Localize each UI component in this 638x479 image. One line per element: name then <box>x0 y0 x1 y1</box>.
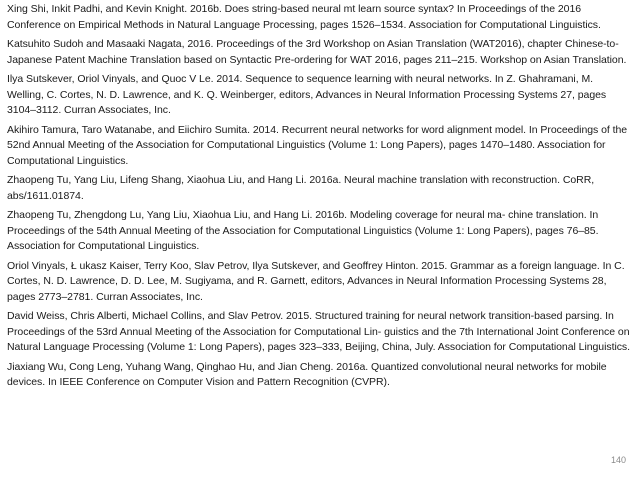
reference-entry: Jiaxiang Wu, Cong Leng, Yuhang Wang, Qinghao Hu, and Jian Cheng. 2016a. Quantized convolutional neural networks for mobile devices. In IEEE Conference on Computer Vision and Pattern Recognition (CVPR). <box>7 360 607 388</box>
reference-entry: Oriol Vinyals, Ł ukasz Kaiser, Terry Koo, Slav Petrov, Ilya Sutskever, and Geoffrey Hinton. 2015. Grammar as a foreign language. In C. Cortes, N. D. Lawrence, D. D. Lee, M. Sugiyama, and R. Garnett, editors, Advances in Neural Information Processing Systems 28, pages 2773–2781. Curran Associates, Inc. <box>7 259 625 303</box>
page-number: 140 <box>610 455 626 465</box>
reference-list <box>7 2 631 395</box>
reference-entry: Zhaopeng Tu, Yang Liu, Lifeng Shang, Xiaohua Liu, and Hang Li. 2016a. Neural machine translation with reconstruction. CoRR, abs/1611.01874. <box>7 174 595 202</box>
reference-entry: Akihiro Tamura, Taro Watanabe, and Eiichiro Sumita. 2014. Recurrent neural networks for word alignment model. In Proceedings of the 52nd Annual Meeting of the Association for Computational Linguistics (Volume 1: Long Papers), pages 1470–1480. Association for Computational Linguistics. <box>7 123 628 167</box>
reference-entry: Zhaopeng Tu, Zhengdong Lu, Yang Liu, Xiaohua Liu, and Hang Li. 2016b. Modeling coverage for neural ma- chine translation. In Proceedings of the 54th Annual Meeting of the Association for Computational Linguistics (Volume 1: Long Papers), pages 76–85. Association for Computational Linguistics. <box>7 209 599 252</box>
reference-entry: David Weiss, Chris Alberti, Michael Collins, and Slav Petrov. 2015. Structured training for neural network transition-based parsing. In Proceedings of the 53rd Annual Meeting of the Association for Computational Lin- guistics and the 7th International Joint Conference on Natural Language Processing (Volume 1: Long Papers), pages 323–333, Beijing, China, July. Association for Computational Linguistics. <box>7 310 631 353</box>
reference-entry: Katsuhito Sudoh and Masaaki Nagata, 2016. Proceedings of the 3rd Workshop on Asian Translation (WAT2016), chapter Chinese-to-Japanese Patent Machine Translation based on Syntactic Pre-ordering for WAT 2016, pages 211–215. Workshop on Asian Translation. <box>7 38 627 66</box>
reference-entry: Ilya Sutskever, Oriol Vinyals, and Quoc V Le. 2014. Sequence to sequence learning with neural networks. In Z. Ghahramani, M. Welling, C. Cortes, N. D. Lawrence, and K. Q. Weinberger, editors, Advances in Neural Information Processing Systems 27, pages 3104–3112. Curran Associates, Inc. <box>7 73 607 116</box>
reference-entry: Xing Shi, Inkit Padhi, and Kevin Knight. 2016b. Does string-based neural mt learn source syntax? In Proceedings of the 2016 Conference on Empirical Methods in Natural Language Processing, pages 1526–1534. Association for Computational Linguistics. <box>7 3 601 31</box>
